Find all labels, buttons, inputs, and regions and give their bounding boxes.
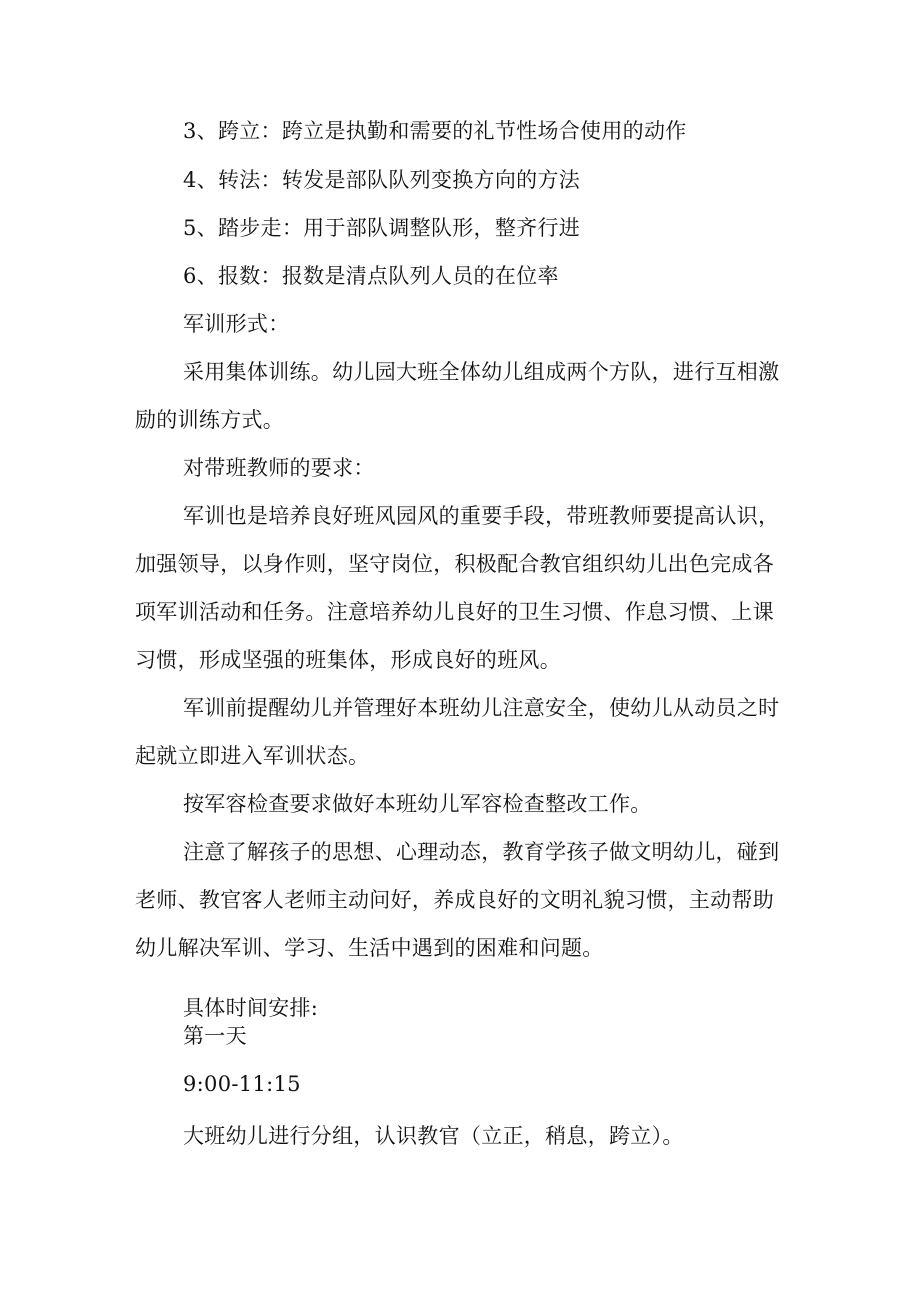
- training-form-body-line: 采用集体训练。幼儿园大班全体幼儿组成两个方队，进行互相激: [183, 360, 780, 384]
- paragraph-line: 按军容检查要求做好本班幼儿军容检查整改工作。: [183, 792, 652, 816]
- paragraph-line: 老师、教官客人老师主动问好，养成良好的文明礼貌习惯，主动帮助: [135, 888, 774, 912]
- list-item-zhuanfa: 4、转法：转发是部队队列变换方向的方法: [183, 168, 581, 192]
- training-form-body-line: 励的训练方式。: [135, 408, 285, 432]
- schedule-heading: 具体时间安排:: [183, 996, 319, 1020]
- list-item-kuali: 3、跨立：跨立是执勤和需要的礼节性场合使用的动作: [183, 119, 687, 143]
- paragraph-line: 注意了解孩子的思想、心理动态，教育学孩子做文明幼儿，碰到: [183, 840, 780, 864]
- schedule-activity: 大班幼儿进行分组，认识教官（立正，稍息，跨立）。: [183, 1124, 684, 1148]
- paragraph-line: 项军训活动和任务。注意培养幼儿良好的卫生习惯、作息习惯、上课: [135, 600, 774, 624]
- schedule-time: 9:00-11:15: [183, 1072, 301, 1096]
- paragraph-line: 军训也是培养良好班风园风的重要手段，带班教师要提高认识，: [183, 504, 780, 528]
- list-item-baoshu: 6、报数：报数是清点队列人员的在位率: [183, 264, 559, 288]
- paragraph-line: 军训前提醒幼儿并管理好本班幼儿注意安全，使幼儿从动员之时: [183, 696, 780, 720]
- list-item-tabuzou: 5、踏步走：用于部队调整队形，整齐行进: [183, 216, 581, 240]
- teacher-requirements-heading: 对带班教师的要求：: [183, 456, 375, 480]
- schedule-day: 第一天: [183, 1024, 247, 1048]
- paragraph-line: 幼儿解决军训、学习、生活中遇到的困难和问题。: [135, 936, 604, 960]
- training-form-heading: 军训形式：: [183, 312, 290, 336]
- paragraph-line: 起就立即进入军训状态。: [135, 744, 370, 768]
- paragraph-line: 习惯，形成坚强的班集体，形成良好的班风。: [135, 648, 561, 672]
- paragraph-line: 加强领导，以身作则，坚守岗位，积极配合教官组织幼儿出色完成各: [135, 552, 774, 576]
